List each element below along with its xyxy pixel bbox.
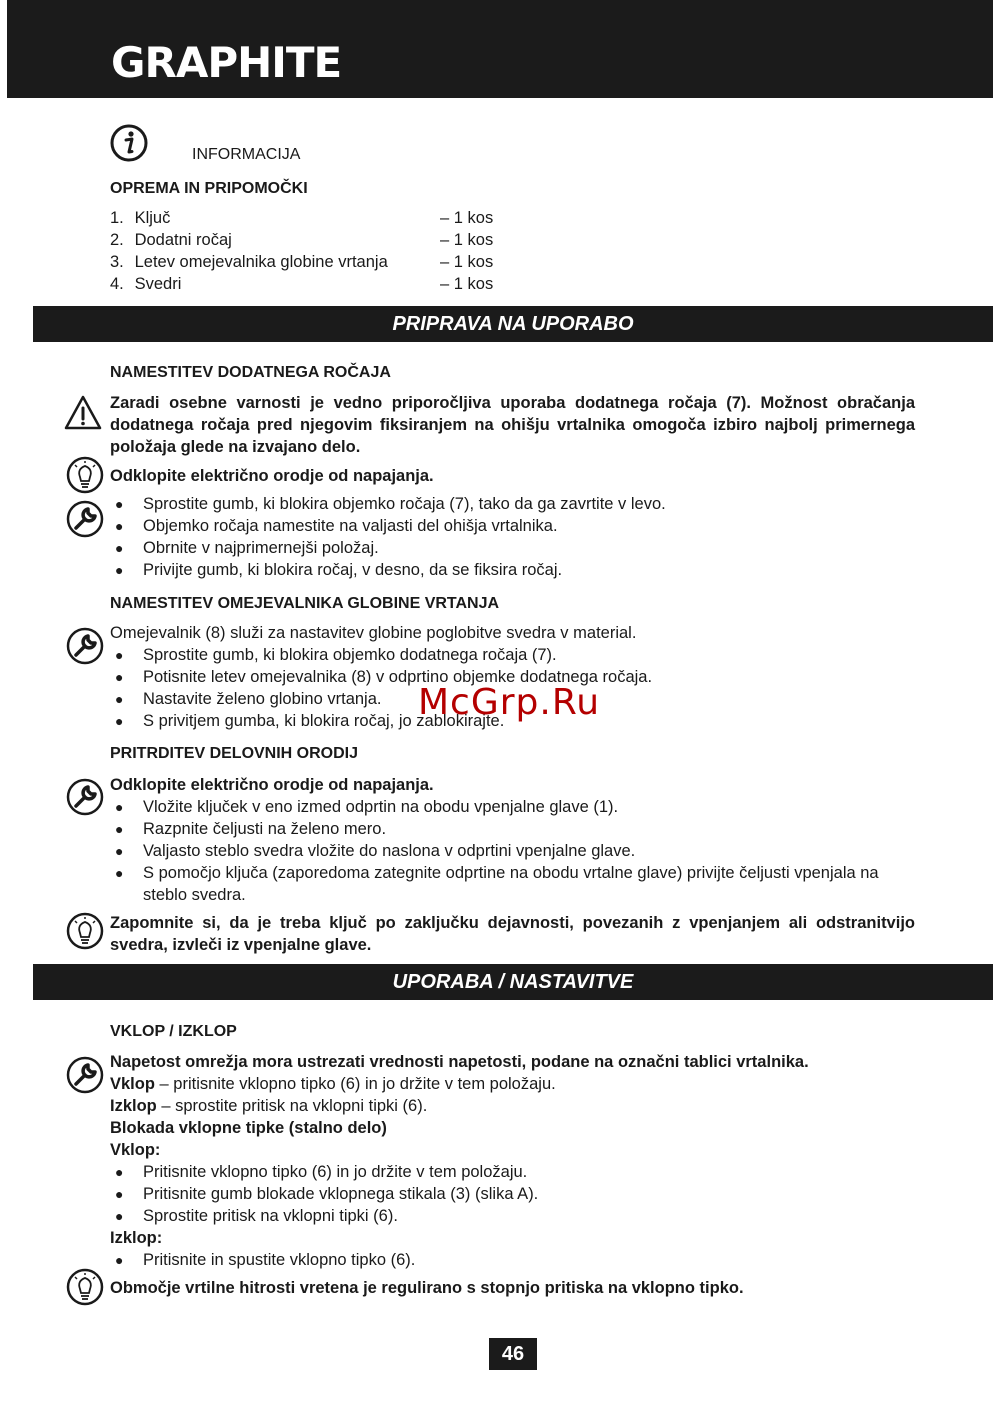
bullet-dot: ● <box>115 562 124 578</box>
equipment-heading: OPREMA IN PRIPOMOČKI <box>110 180 308 197</box>
item-name: Ključ <box>134 209 171 227</box>
list-item <box>110 209 494 228</box>
bullet-dot: ● <box>115 496 124 512</box>
graphite-logo: GRAPHITE <box>111 38 342 87</box>
bullet-dot: ● <box>115 843 124 859</box>
bullet-dot: ● <box>115 713 124 729</box>
lock-off-label: Izklop: <box>110 1229 163 1247</box>
bullet-text: Privijte gumb, ki blokira ročaj, v desno, da se fiksira ročaj. <box>143 561 563 579</box>
bullet-text: Pritisnite gumb blokade vklopnega stikala (3) (slika A). <box>143 1185 539 1203</box>
subsection-heading: NAMESTITEV OMEJEVALNIKA GLOBINE VRTANJA <box>110 595 500 612</box>
on-description: – pritisnite vklopno tipko (6) in jo držite v tem položaju. <box>154 1075 556 1093</box>
bullet-dot: ● <box>115 799 124 815</box>
bullet-dot: ● <box>115 1164 124 1180</box>
wrench-icon <box>66 500 104 538</box>
bullet-dot: ● <box>115 1252 124 1268</box>
list-item <box>110 275 494 294</box>
list-item <box>110 231 494 250</box>
off-label: Izklop <box>110 1097 157 1115</box>
section-bar-preparation: PRIPRAVA NA UPORABO <box>33 306 993 342</box>
bullet-text: Valjasto steblo svedra vložite do naslona v odprtini vpenjalne glave. <box>143 842 636 860</box>
bullet-text: Nastavite želeno globino vrtanja. <box>143 690 382 708</box>
bullet-dot: ● <box>115 540 124 556</box>
bullet-text: Sprostite gumb, ki blokira objemko dodatnega ročaja (7). <box>143 646 557 664</box>
watermark: McGrp.Ru <box>418 682 601 723</box>
lock-on-label: Vklop: <box>110 1141 161 1159</box>
item-number: 3. <box>110 253 124 271</box>
item-qty: – 1 kos <box>440 275 494 293</box>
bullet-text: S privitjem gumba, ki blokira ročaj, jo zablokirajte. <box>143 712 505 730</box>
item-number: 2. <box>110 231 124 249</box>
bullet-dot: ● <box>115 669 124 685</box>
bullet-text: Pritisnite vklopno tipko (6) in jo držite v tem položaju. <box>143 1163 528 1181</box>
note-text: Odklopite električno orodje od napajanja. <box>110 776 434 794</box>
bullet-text: Potisnite letev omejevalnika (8) v odprtino objemke dodatnega ročaja. <box>143 668 653 686</box>
lightbulb-icon <box>66 912 104 950</box>
info-label: INFORMACIJA <box>192 146 301 163</box>
bullet-dot: ● <box>115 821 124 837</box>
bullet-text: Obrnite v najprimernejši položaj. <box>143 539 379 557</box>
list-item <box>110 253 494 272</box>
bullet-dot: ● <box>115 865 124 881</box>
remember-text: Zapomnite si, da je treba ključ po zaključku dejavnosti, povezanih z vpenjanjem ali odstranitvijo svedra, izvleči iz vpenjalne glave. <box>110 914 915 954</box>
bullet-text: Objemko ročaja namestite na valjasti del ohišja vrtalnika. <box>143 517 558 535</box>
on-text <box>110 1073 915 1095</box>
bullet-text: Vložite ključek v eno izmed odprtin na obodu vpenjalne glave (1). <box>143 798 619 816</box>
off-text <box>110 1095 915 1117</box>
item-number: 1. <box>110 209 124 227</box>
item-name: Svedri <box>134 275 182 293</box>
off-description: – sprostite pritisk na vklopni tipki (6). <box>156 1097 428 1115</box>
item-name: Dodatni ročaj <box>134 231 232 249</box>
item-qty: – 1 kos <box>440 253 494 271</box>
intro-text: Omejevalnik (8) služi za nastavitev globine poglobitve svedra v material. <box>110 624 637 642</box>
bullet-text: Sprostite gumb, ki blokira objemko ročaja (7), tako da ga zavrtite v levo. <box>143 495 666 513</box>
subsection-heading: PRITRDITEV DELOVNIH ORODIJ <box>110 745 359 762</box>
info-icon <box>110 124 148 162</box>
bullet-dot: ● <box>115 1208 124 1224</box>
wrench-icon <box>66 627 104 665</box>
on-label: Vklop <box>110 1075 155 1093</box>
item-qty: – 1 kos <box>440 209 494 227</box>
bullet-dot: ● <box>115 647 124 663</box>
bullet-text: Sprostite pritisk na vklopni tipki (6). <box>143 1207 398 1225</box>
item-name: Letev omejevalnika globine vrtanja <box>134 253 388 271</box>
lock-heading: Blokada vklopne tipke (stalno delo) <box>110 1119 387 1137</box>
voltage-text: Napetost omrežja mora ustrezati vrednosti napetosti, podane na označni tablici vrtalnika. <box>110 1053 809 1071</box>
lightbulb-icon <box>66 1268 104 1306</box>
page-number: 46 <box>489 1338 537 1370</box>
lightbulb-icon <box>66 456 104 494</box>
bullet-text: S pomočjo ključa (zaporedoma zategnite odprtine na obodu vrtalne glave) privijte čeljusti vpenjala na steblo svedra. <box>143 864 879 904</box>
page-header <box>7 0 993 98</box>
subsection-heading: NAMESTITEV DODATNEGA ROČAJA <box>110 364 391 381</box>
warning-icon <box>64 394 102 432</box>
section-bar-usage: UPORABA / NASTAVITVE <box>33 964 993 1000</box>
subsection-heading: VKLOP / IZKLOP <box>110 1023 237 1040</box>
wrench-icon <box>66 1056 104 1094</box>
speed-note: Območje vrtilne hitrosti vretena je regulirano s stopnjo pritiska na vklopno tipko. <box>110 1279 744 1297</box>
bullet-text: Pritisnite in spustite vklopno tipko (6). <box>143 1251 416 1269</box>
item-qty: – 1 kos <box>440 231 494 249</box>
note-text: Odklopite električno orodje od napajanja. <box>110 467 434 485</box>
bullet-dot: ● <box>115 1186 124 1202</box>
bullet-dot: ● <box>115 518 124 534</box>
bullet-dot: ● <box>115 691 124 707</box>
wrench-icon <box>66 778 104 816</box>
item-number: 4. <box>110 275 124 293</box>
warning-text: Zaradi osebne varnosti je vedno priporočljiva uporaba dodatnega ročaja (7). Možnost obračanja dodatnega ročaja pred njegovim fiksiranjem na ohišju vrtalnika omogoča izbiro najbolj primernega položaja glede na izvajano delo. <box>110 394 915 456</box>
bullet-text: Razpnite čeljusti na želeno mero. <box>143 820 387 838</box>
